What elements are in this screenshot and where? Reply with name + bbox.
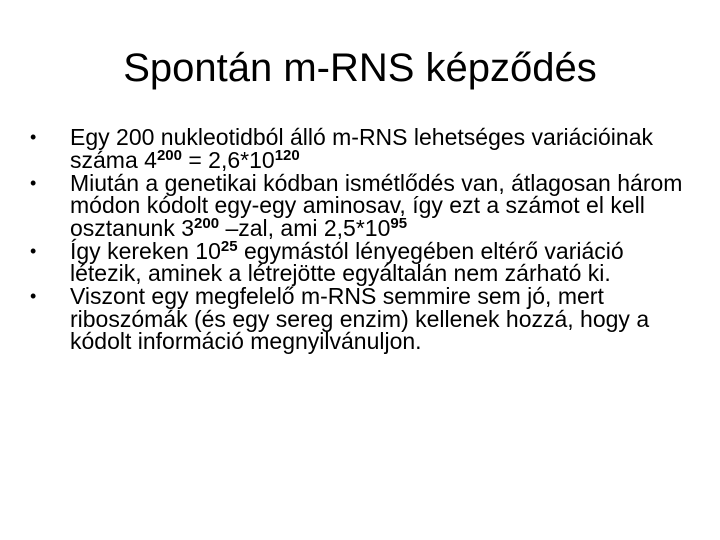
bullet-text-part: Egy 200 nukleotidból álló m-RNS lehetséges variációinak száma 4 (70, 124, 653, 173)
exponent: 200 (194, 214, 220, 232)
bullet-text-part: = 2,6*10 (181, 146, 275, 173)
bullet-item (30, 126, 695, 171)
bullet-text-part: egymástól lényegében eltérő variáció létezik, aminek a létrejötte egyáltalán nem zárható ki. (70, 237, 624, 286)
exponent: 25 (220, 237, 238, 255)
bullet-item (30, 285, 695, 353)
bullet-text (70, 238, 624, 287)
bullet-text-part: Viszont egy megfelelő m-RNS semmire sem jó, mert riboszómák (és egy sereg enzim) kellenek hozzá, hogy a kódolt információ megnyilvánuljon. (70, 283, 650, 354)
bullet-list (30, 126, 695, 353)
slide-title: Spontán m-RNS képződés (123, 46, 597, 90)
exponent: 95 (390, 214, 408, 232)
bullet-text (70, 170, 682, 241)
bullet-icon: • (30, 286, 37, 306)
bullet-text (70, 124, 653, 173)
bullet-text-part: Miután a genetikai kódban ismétlődés van, átlagosan három módon kódolt egy-egy aminosav, így ezt a számot el kell osztanunk 3 (70, 169, 683, 241)
bullet-text (70, 283, 649, 354)
bullet-icon: • (30, 240, 37, 261)
bullet-icon: • (30, 172, 37, 193)
bullet-text-part: Így kereken 10 (70, 237, 221, 264)
exponent: 200 (156, 146, 182, 164)
bullet-item (30, 169, 695, 241)
bullet-text-part: –zal, ami 2,5*10 (219, 214, 391, 241)
bullet-icon: • (30, 127, 37, 147)
bullet-item (30, 237, 695, 286)
exponent: 120 (274, 146, 300, 164)
